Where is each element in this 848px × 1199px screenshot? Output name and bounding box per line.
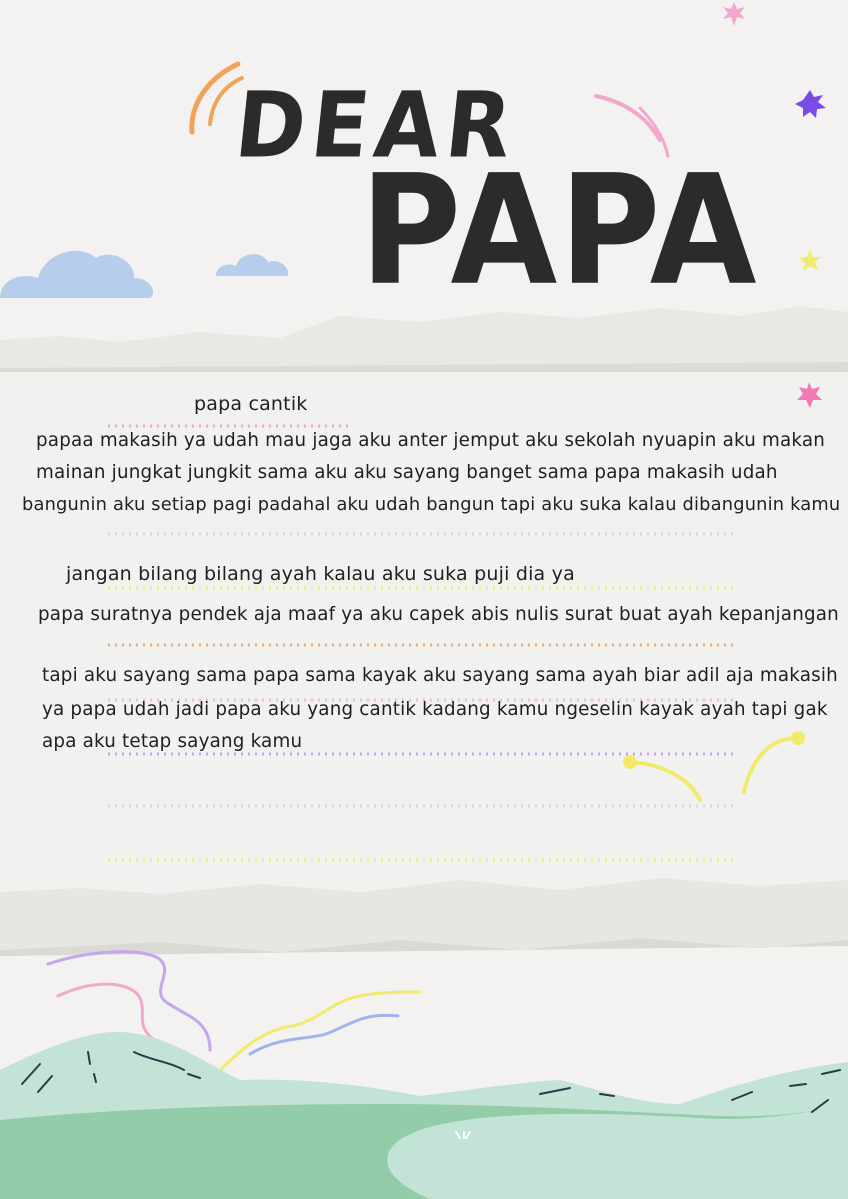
title-dear: DEAR [230,72,523,178]
letter-paragraph-line: bangunin aku setiap pagi padahal aku udah bangun tapi aku suka kalau dibangunin kamu [22,494,841,515]
hills-illustration [0,1032,848,1199]
letter-greeting: papa cantik [194,393,308,415]
letter-paragraph-line: mainan jungkat jungkit sama aku aku sayang banget sama papa makasih udah [36,462,778,483]
squiggle-decoration [192,64,238,132]
cloud-icon [216,254,288,276]
letter-paragraph-line: apa aku tetap sayang kamu [42,731,303,752]
star-icon [723,2,745,26]
letter-note: papa suratnya pendek aja maaf ya aku capek abis nulis surat buat ayah kepanjangan [38,604,839,625]
title-papa: PAPA [360,141,759,320]
letter-note: jangan bilang bilang ayah kalau aku suka puji dia ya [66,563,575,585]
cloud-icon [0,251,153,298]
star-icon [799,250,821,271]
letter-paragraph-line: papaa makasih ya udah mau jaga aku anter jemput aku sekolah nyuapin aku makan [36,430,826,451]
letter-paragraph-line: tapi aku sayang sama papa sama kayak aku sayang sama ayah biar adil aja makasih [42,665,838,686]
letter-paragraph-line: ya papa udah jadi papa aku yang cantik kadang kamu ngeselin kayak ayah tapi gak [42,699,828,720]
star-icon [795,90,826,118]
squiggle-decoration [250,1015,398,1054]
